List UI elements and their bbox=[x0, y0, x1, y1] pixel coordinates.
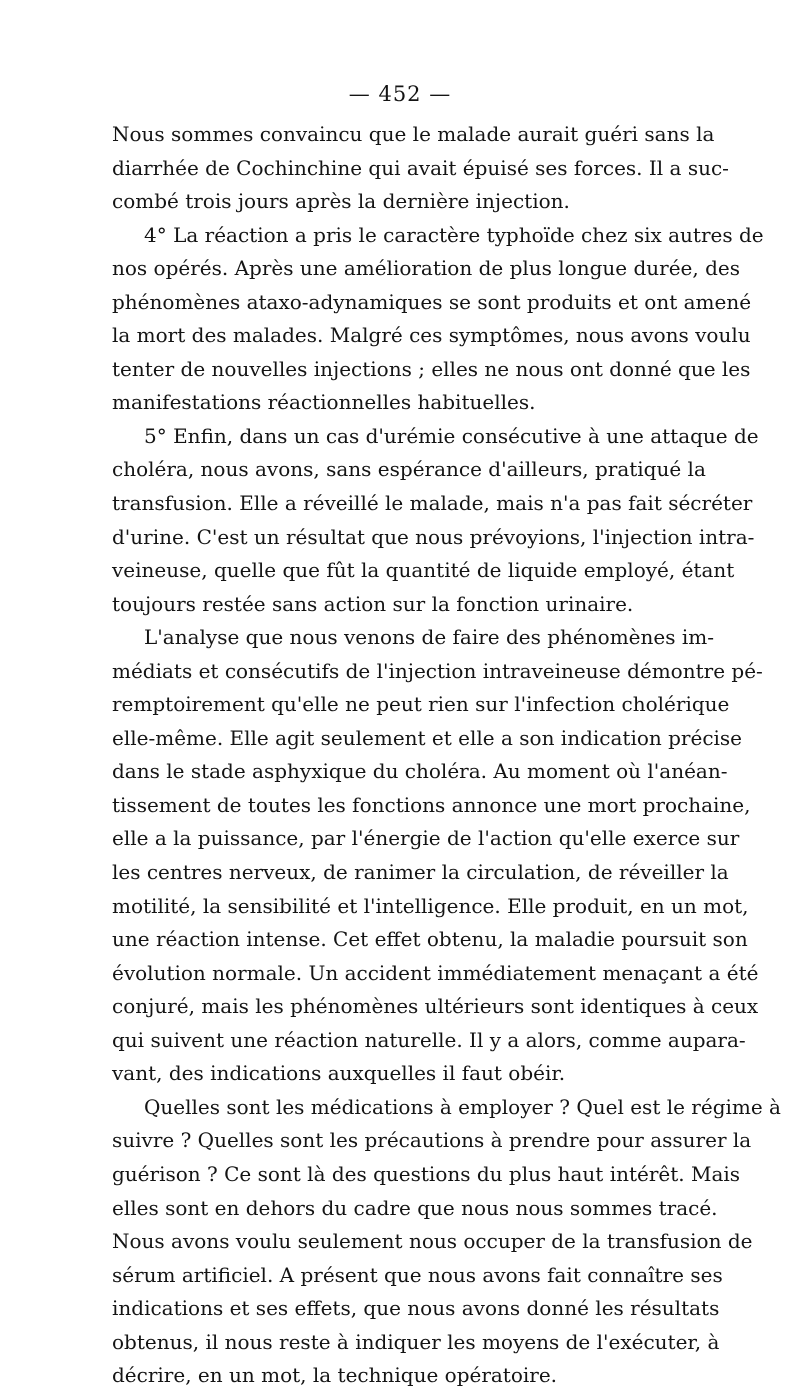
text-line: elles sont en dehors du cadre que nous nous sommes tracé. bbox=[112, 1195, 718, 1220]
text-line: toujours restée sans action sur la fonction urinaire. bbox=[112, 591, 634, 616]
body-text bbox=[112, 118, 781, 1393]
text-line: 5° Enfin, dans un cas d'urémie consécutive à une attaque de bbox=[144, 423, 759, 448]
text-line: 4° La réaction a pris le caractère typhoïde chez six autres de bbox=[144, 222, 764, 247]
text-line: indications et ses effets, que nous avons donné les résultats bbox=[112, 1296, 720, 1321]
text-line: Quelles sont les médications à employer ? Quel est le régime à bbox=[144, 1094, 781, 1119]
text-line: dans le stade asphyxique du choléra. Au moment où l'anéan- bbox=[112, 759, 728, 784]
text-line: tenter de nouvelles injections ; elles ne nous ont donné que les bbox=[112, 356, 751, 381]
text-line: Nous avons voulu seulement nous occuper de la transfusion de bbox=[112, 1229, 753, 1254]
text-line: motilité, la sensibilité et l'intelligence. Elle produit, en un mot, bbox=[112, 893, 749, 918]
text-line: manifestations réactionnelles habituelles. bbox=[112, 390, 536, 415]
text-line: sérum artificiel. A présent que nous avons fait connaître ses bbox=[112, 1262, 723, 1287]
paragraph-medications bbox=[112, 1091, 781, 1393]
text-line: évolution normale. Un accident immédiatement menaçant a été bbox=[112, 960, 759, 985]
paragraph-continuation bbox=[112, 118, 729, 219]
text-line: obtenus, il nous reste à indiquer les moyens de l'exécuter, à bbox=[112, 1329, 720, 1354]
page-number: — 452 — bbox=[348, 82, 452, 106]
text-line: diarrhée de Cochinchine qui avait épuisé ses forces. Il a suc- bbox=[112, 155, 729, 180]
paragraph-4 bbox=[112, 219, 764, 420]
text-line: guérison ? Ce sont là des questions du plus haut intérêt. Mais bbox=[112, 1161, 741, 1186]
text-line: la mort des malades. Malgré ces symptômes, nous avons voulu bbox=[112, 323, 751, 348]
text-line: elle a la puissance, par l'énergie de l'action qu'elle exerce sur bbox=[112, 826, 740, 851]
text-line: une réaction intense. Cet effet obtenu, la maladie poursuit son bbox=[112, 927, 748, 952]
text-line: qui suivent une réaction naturelle. Il y a alors, comme aupara- bbox=[112, 1027, 746, 1052]
text-line: Nous sommes convaincu que le malade aurait guéri sans la bbox=[112, 122, 715, 146]
text-line: combé trois jours après la dernière injection. bbox=[112, 189, 570, 214]
text-line: elle-même. Elle agit seulement et elle a son indication précise bbox=[112, 725, 743, 750]
text-line: les centres nerveux, de ranimer la circulation, de réveiller la bbox=[112, 860, 729, 885]
text-line: nos opérés. Après une amélioration de plus longue durée, des bbox=[112, 256, 740, 281]
text-line: tissement de toutes les fonctions annonce une mort prochaine, bbox=[112, 792, 751, 817]
text-line: conjuré, mais les phénomènes ultérieurs sont identiques à ceux bbox=[112, 994, 759, 1019]
text-line: veineuse, quelle que fût la quantité de liquide employé, étant bbox=[112, 558, 735, 583]
text-line: décrire, en un mot, la technique opératoire. bbox=[112, 1363, 558, 1388]
paragraph-analyse bbox=[112, 621, 763, 1091]
text-line: d'urine. C'est un résultat que nous prévoyions, l'injection intra- bbox=[112, 524, 755, 549]
text-line: transfusion. Elle a réveillé le malade, mais n'a pas fait sécréter bbox=[112, 491, 753, 516]
text-line: phénomènes ataxo-adynamiques se sont produits et ont amené bbox=[112, 289, 752, 314]
text-line: L'analyse que nous venons de faire des phénomènes im- bbox=[144, 625, 714, 650]
text-line: médiats et consécutifs de l'injection intraveineuse démontre pé- bbox=[112, 658, 763, 683]
paragraph-5 bbox=[112, 420, 759, 621]
text-line: vant, des indications auxquelles il faut obéir. bbox=[112, 1061, 566, 1086]
text-line: choléra, nous avons, sans espérance d'ailleurs, pratiqué la bbox=[112, 457, 706, 482]
text-line: suivre ? Quelles sont les précautions à prendre pour assurer la bbox=[112, 1128, 752, 1153]
text-line: remptoirement qu'elle ne peut rien sur l'infection cholérique bbox=[112, 692, 730, 717]
